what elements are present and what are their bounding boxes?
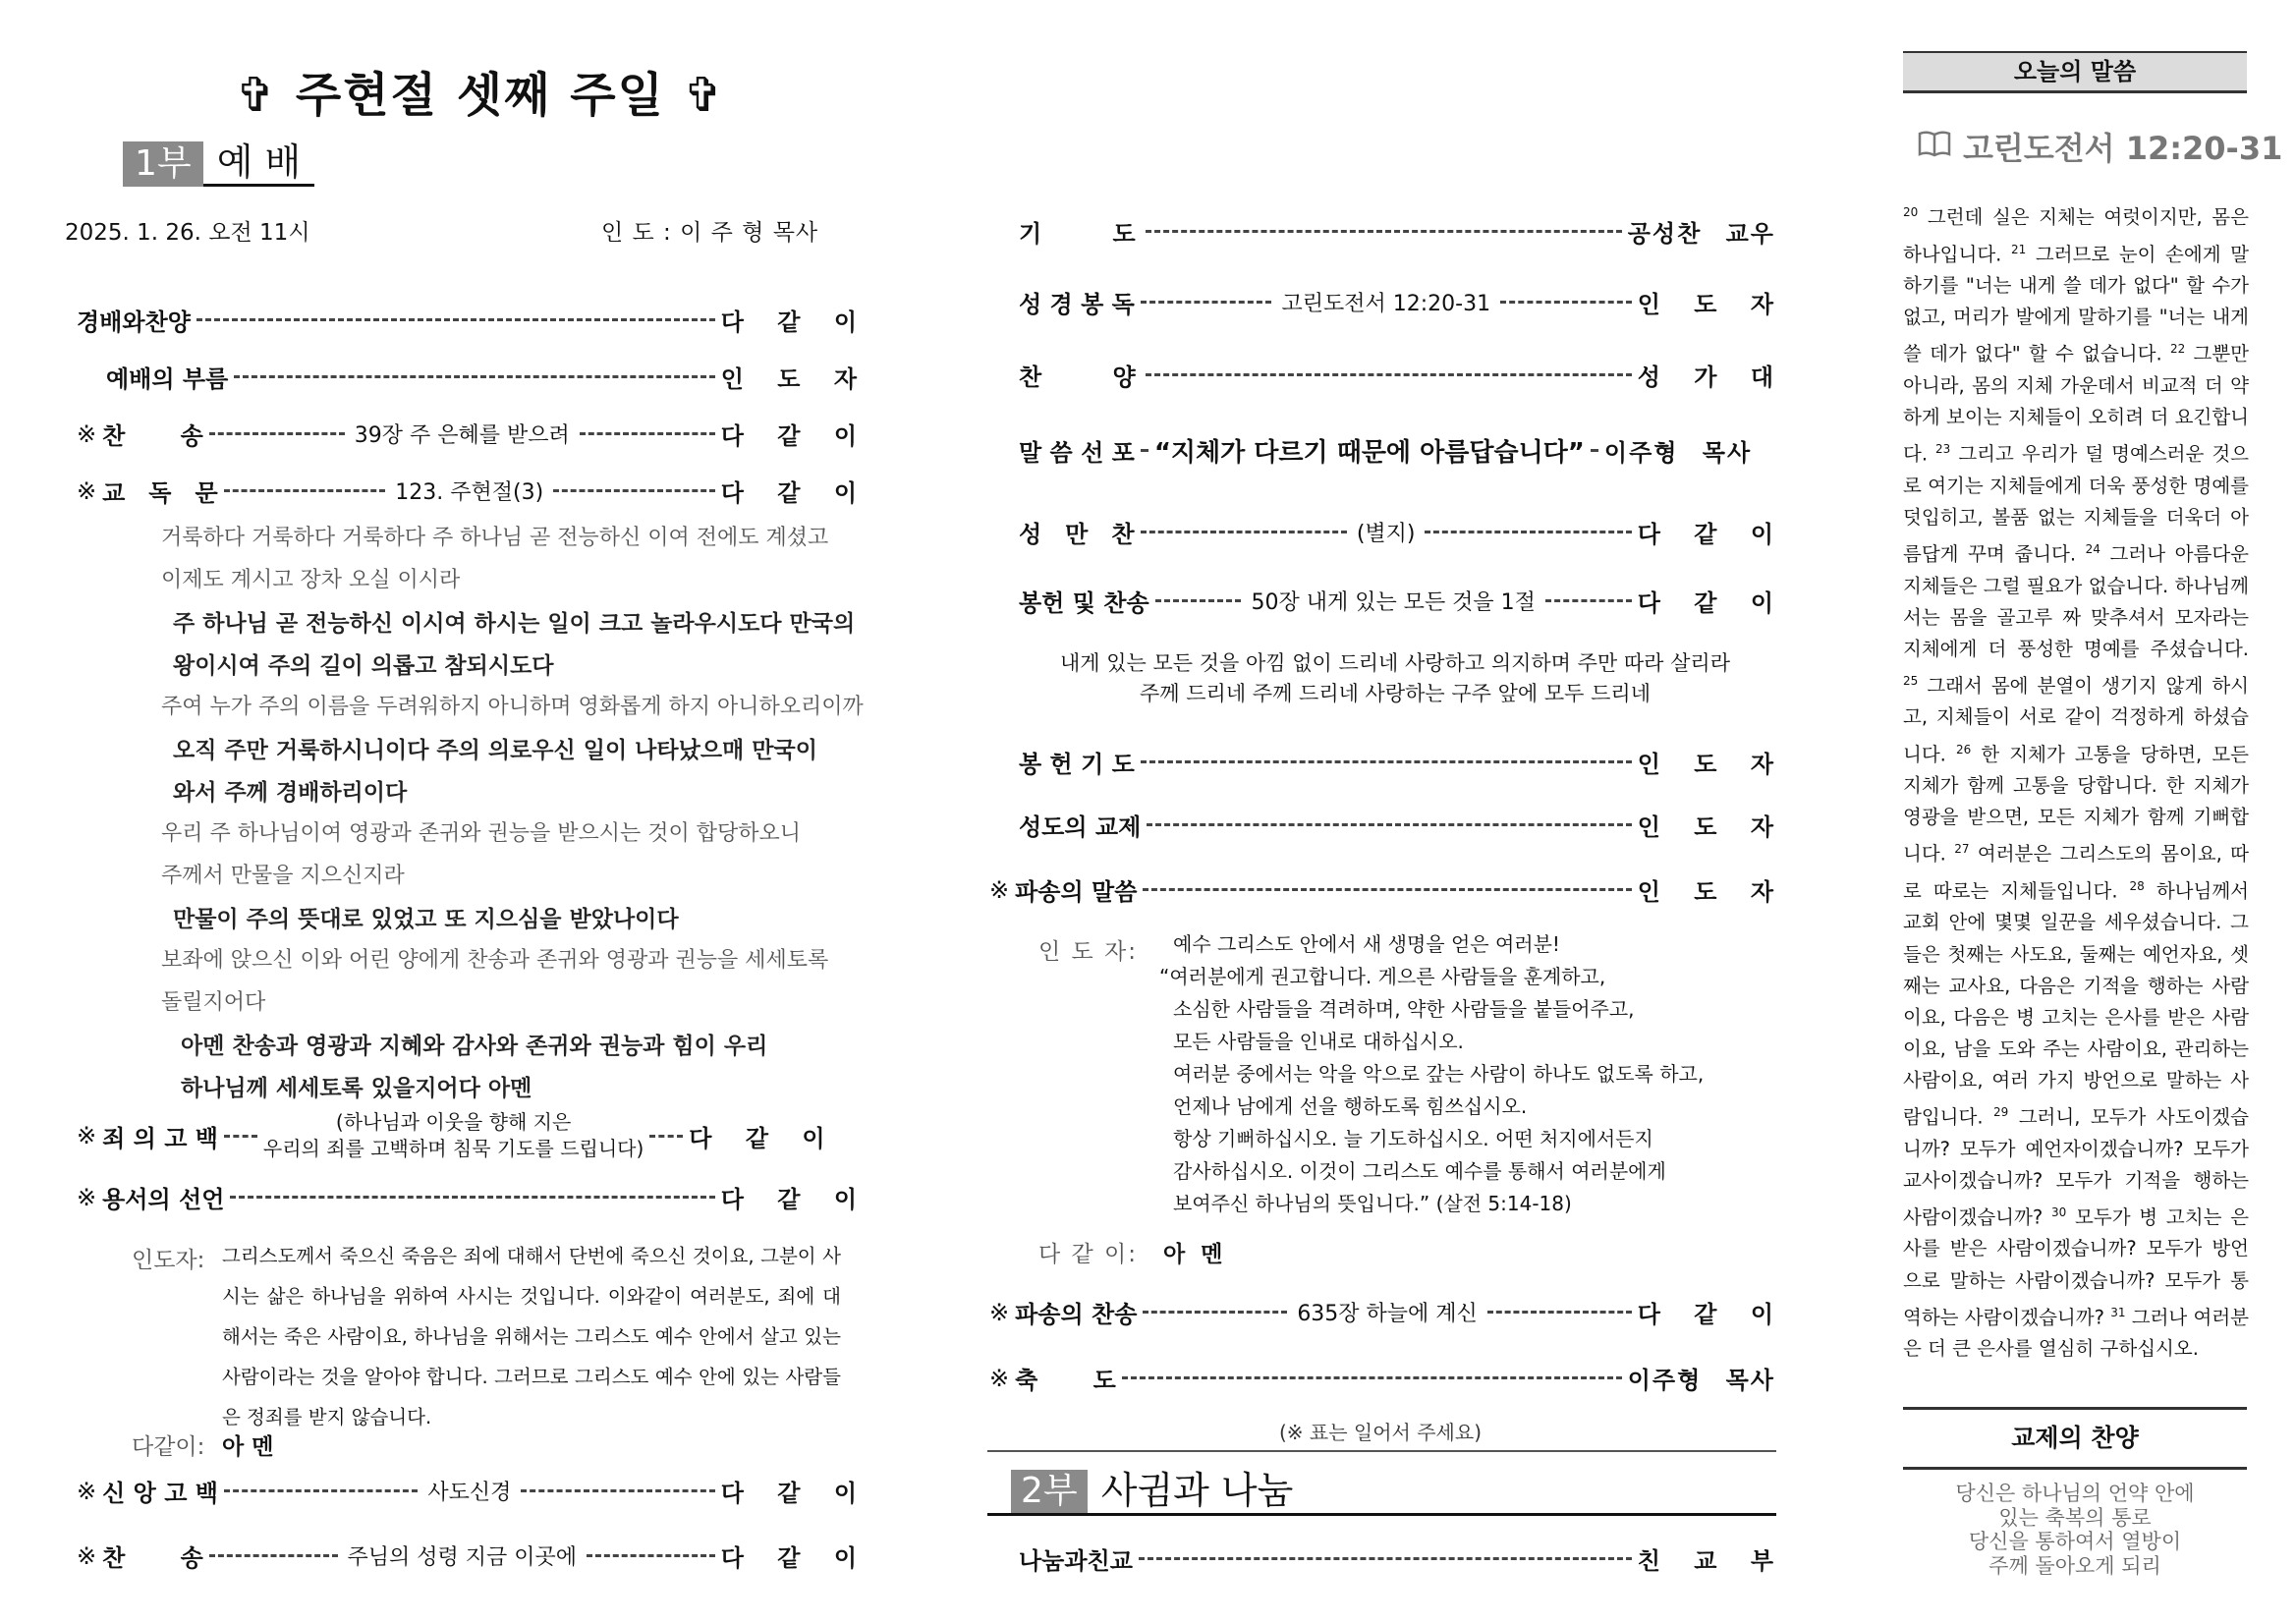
order-label: 경배와찬양 <box>77 308 191 336</box>
responsive-leader-line: 보좌에 앉으신 이와 어린 양에게 찬송과 존귀와 영광과 권능을 세세토록 <box>161 948 829 973</box>
order-performer: 다 같 이 <box>720 1544 859 1572</box>
order-row-sending-hymn <box>989 1295 1775 1329</box>
responsive-people-line: 와서 주께 경배하리이다 <box>173 780 408 806</box>
responsive-people-line: 하나님께 세세토록 있을지어다 아멘 <box>181 1076 532 1101</box>
confession-note <box>263 1109 644 1162</box>
sending-line: “여러분에게 권고합니다. 게으른 사람들을 훈계하고, <box>1159 965 1606 988</box>
stand-mark: ※ <box>77 1541 97 1570</box>
order-detail: 50장 내게 있는 모든 것을 1절 <box>1251 590 1536 615</box>
responsive-leader-line: 주께서 만물을 지으신지라 <box>161 864 405 888</box>
responsive-people-line: 주 하나님 곧 전능하신 이시여 하시는 일이 크고 놀라우시도다 만국의 <box>173 611 856 637</box>
dash-leader <box>1591 449 1598 452</box>
dash-leader <box>1141 449 1148 452</box>
sending-line: 여러분 중에서는 악을 악으로 갚는 사람이 하나도 없도록 하고, <box>1173 1062 1705 1086</box>
word-header-text: 오늘의 말씀 <box>2013 58 2137 85</box>
dash-leader <box>1143 888 1631 891</box>
page-title: ✞ 주현절 셋째 주일 ✞ <box>236 68 725 123</box>
verse-text: 그런데 실은 지체는 여럿이지만, 몸은 하나입니다. <box>1903 205 2249 266</box>
order-performer: 다 같 이 <box>1637 521 1775 548</box>
order-row-sending <box>989 872 1775 907</box>
order-performer: 공성찬 교우 <box>1627 220 1775 248</box>
order-label: 찬 송 <box>102 1544 203 1572</box>
dash-leader <box>209 1554 338 1557</box>
dash-leader <box>1155 599 1242 602</box>
order-row-hymn2 <box>77 1539 859 1573</box>
verse-text: 그뿐만 아니라, 몸의 지체 가운데서 비교적 더 약하게 보이는 지체들이 오히려 더 요긴합니다. <box>1903 342 2249 466</box>
dash-leader <box>224 1135 257 1138</box>
fellowship-lyrics <box>1903 1482 2247 1578</box>
verse-number: 25 <box>1903 673 1919 688</box>
order-performer: 인 도 자 <box>1637 291 1776 318</box>
stand-mark: ※ <box>77 420 97 448</box>
verse-text: 그러니, 모두가 사도이겠습니까? 모두가 예언자이겠습니까? 모두가 교사이겠습니까? 모두가 기적을 행하는 사람이겠습니까? <box>1903 1105 2249 1229</box>
fellowship-lyrics-line: 당신을 통하여서 열방이 <box>1968 1530 2182 1553</box>
order-label: 파송의 말씀 <box>1015 878 1138 906</box>
order-performer: 인 도 자 <box>1637 878 1775 906</box>
sending-line: 항상 기뻐하십시오. 늘 기도하십시오. 어떤 처지에서든지 <box>1173 1127 1653 1150</box>
service-leader: 인 도 : 이 주 형 목사 <box>601 220 819 246</box>
part1-badge: 1부 <box>123 141 203 187</box>
responsive-leader-line: 주여 누가 주의 이름을 두려워하지 아니하며 영화롭게 하지 아니하오리이까 <box>161 695 864 719</box>
dash-leader <box>587 1554 715 1557</box>
dash-leader <box>649 1135 683 1138</box>
order-row-call <box>106 360 859 394</box>
dash-leader <box>196 318 715 321</box>
responsive-leader-line: 거룩하다 거룩하다 거룩하다 주 하나님 곧 전능하신 이여 전에도 계셨고 <box>161 526 829 550</box>
order-label: 죄 의 고 백 <box>102 1124 218 1152</box>
order-performer: 이주형 목사 <box>1627 1367 1775 1394</box>
order-performer: 다 같 이 <box>720 308 859 336</box>
verse-text: 그리고 우리가 덜 명예스러운 것으로 여기는 지체들에게 더욱 풍성한 명예를 덧입히고, 볼품 없는 지체들을 더욱더 아름답게 꾸며 줍니다. <box>1903 442 2250 566</box>
scripture-text <box>1903 196 2249 1365</box>
order-label: 성도의 교제 <box>1019 813 1142 841</box>
dash-leader <box>1487 1311 1632 1314</box>
order-row-pardon <box>77 1180 859 1214</box>
order-performer: 성 가 대 <box>1637 364 1775 391</box>
verse-number: 21 <box>2010 242 2027 256</box>
dash-leader <box>1141 531 1347 533</box>
verse-number: 20 <box>1903 205 1919 219</box>
dash-leader <box>580 432 715 435</box>
verse-text: 그러므로 눈이 손에게 말하기를 "너는 내게 쓸 데가 없다" 할 수가 없고, 머리가 발에게 말하기를 "너는 내게 쓸 데가 없다" 할 수 없습니다. <box>1903 243 2249 365</box>
sending-line: 보여주신 하나님의 뜻입니다.” (살전 5:14-18) <box>1173 1192 1572 1215</box>
order-detail: 고린도전서 12:20-31 <box>1281 292 1491 316</box>
scripture-ref-text: 고린도전서 12:20-31 <box>1963 130 2283 167</box>
order-row-creed <box>77 1474 859 1508</box>
sermon-title: “지체가 다르기 때문에 아름답습니다” <box>1153 438 1585 468</box>
verse-number: 22 <box>2169 342 2186 357</box>
order-performer: 다 같 이 <box>1637 589 1776 617</box>
order-performer: 다 같 이 <box>720 1186 859 1213</box>
fellowship-header <box>1903 1407 2247 1470</box>
sending-all-label: 다 같 이: <box>1038 1242 1139 1267</box>
part1-heading <box>123 140 314 187</box>
fellowship-lyrics-line: 주께 돌아오게 되리 <box>1988 1553 2161 1578</box>
responsive-leader-line: 이제도 계시고 장차 오실 이시라 <box>161 568 461 592</box>
service-date: 2025. 1. 26. 오전 11시 <box>65 220 310 246</box>
verse-number: 23 <box>1935 442 1951 457</box>
order-row-confession <box>77 1106 859 1165</box>
stand-mark: ※ <box>77 476 97 505</box>
responsive-leader-line: 돌릴지어다 <box>161 990 266 1015</box>
part2-title: 사귐과 나눔 <box>1100 1469 1294 1512</box>
word-header <box>1903 51 2247 93</box>
order-label: 기 도 <box>1019 220 1140 248</box>
order-row-scripture <box>1019 285 1775 319</box>
order-row-anthem <box>1019 358 1775 392</box>
order-label: 예배의 부름 <box>106 365 229 393</box>
order-performer: 이주형 목사 <box>1603 439 1753 467</box>
dash-leader <box>230 1196 714 1199</box>
sending-line: 언제나 남에게 선을 행하도록 힘쓰십시오. <box>1173 1094 1528 1118</box>
pardon-all-label: 다같이: <box>132 1434 205 1460</box>
verse-text: 여러분은 그리스도의 몸이요, 따로 따로는 지체들입니다. <box>1903 842 2250 903</box>
order-row-praise <box>77 303 859 337</box>
dash-leader <box>224 1489 418 1492</box>
dash-leader <box>1141 301 1272 304</box>
order-row-sharing <box>1019 1541 1775 1576</box>
stand-mark: ※ <box>989 1364 1010 1392</box>
verse-text: 모두가 병 고치는 은사를 받은 사람이겠습니까? 모두가 방언으로 말하는 사람이겠습니까? 모두가 통역하는 사람이겠습니까? <box>1903 1205 2250 1329</box>
order-row-prayer <box>1019 214 1775 249</box>
confession-note-line1: (하나님과 이웃을 향해 지은 <box>335 1110 572 1134</box>
sending-text <box>1159 928 1704 1220</box>
dash-leader <box>234 375 714 378</box>
sending-line: 소심한 사람들을 격려하며, 약한 사람들을 붙들어주고, <box>1173 997 1635 1021</box>
sending-line: 예수 그리스도 안에서 새 생명을 얻은 여러분! <box>1173 932 1560 956</box>
order-label: 찬 송 <box>102 422 203 450</box>
dash-leader <box>1425 531 1631 533</box>
order-label: 성 경 봉 독 <box>1019 291 1135 318</box>
verse-number: 30 <box>2050 1204 2067 1219</box>
stand-mark: ※ <box>989 875 1010 904</box>
stand-mark: ※ <box>77 1183 97 1211</box>
dash-leader <box>1500 301 1632 304</box>
order-label: 찬 양 <box>1019 364 1140 391</box>
confession-note-line2: 우리의 죄를 고백하며 침묵 기도를 드립니다) <box>262 1137 644 1160</box>
order-detail: 주님의 성령 지금 이곳에 <box>347 1545 578 1570</box>
dash-leader <box>1143 1311 1287 1314</box>
order-detail: 123. 주현절(3) <box>395 480 544 505</box>
part2-heading <box>987 1468 1776 1516</box>
order-label: 나눔과친교 <box>1019 1547 1133 1575</box>
order-label: 축 도 <box>1015 1367 1116 1394</box>
order-label: 말 씀 선 포 <box>1019 439 1135 467</box>
divider <box>987 1450 1776 1452</box>
verse-number: 28 <box>2129 878 2145 893</box>
dash-leader <box>1122 1376 1622 1379</box>
sending-all-text: 아 멘 <box>1163 1242 1227 1267</box>
order-performer: 인 도 자 <box>1637 751 1775 778</box>
dash-leader <box>1139 1557 1632 1560</box>
order-detail: (별지) <box>1356 522 1416 546</box>
verse-number: 24 <box>2085 541 2100 556</box>
fellowship-lyrics-line: 당신은 하나님의 언약 안에 <box>1955 1482 2195 1505</box>
offering-lyrics <box>987 648 1803 709</box>
order-label: 용서의 선언 <box>102 1186 225 1213</box>
dash-leader <box>1146 373 1632 376</box>
order-performer: 인 도 자 <box>1637 813 1775 841</box>
verse-text: 그러나 아름다운 지체들은 그럴 필요가 없습니다. 하나님께서는 몸을 골고루 짜 맞추셔서 모자라는 지체에게 더 풍성한 명예를 주셨습니다. <box>1903 542 2249 660</box>
order-performer: 인 도 자 <box>720 365 859 393</box>
order-row-hymn1 <box>77 417 859 451</box>
sending-line: 모든 사람들을 인내로 대하십시오. <box>1173 1030 1464 1053</box>
order-performer: 다 같 이 <box>689 1124 827 1152</box>
dash-leader <box>224 489 386 492</box>
part1-title: 예 배 <box>203 140 315 187</box>
verse-number: 31 <box>2110 1305 2126 1319</box>
order-row-responsive <box>77 474 859 508</box>
responsive-people-line: 왕이시여 주의 길이 의롭고 참되시도다 <box>173 653 554 679</box>
order-performer: 다 같 이 <box>1637 1301 1775 1328</box>
dash-leader <box>1146 230 1622 233</box>
verse-number: 27 <box>1954 842 1970 857</box>
verse-text: 그래서 몸에 분열이 생기지 않게 하시고, 지체들이 서로 같이 걱정하게 하셨습니다. <box>1903 674 2249 765</box>
order-performer: 다 같 이 <box>720 479 859 507</box>
dash-leader <box>1545 599 1632 602</box>
fellowship-header-text: 교제의 찬양 <box>2011 1424 2139 1452</box>
order-label: 교 독 문 <box>102 479 218 507</box>
dash-leader <box>1147 823 1631 826</box>
order-label: 신 앙 고 백 <box>102 1480 218 1507</box>
responsive-people-line: 아멘 찬송과 영광과 지혜와 감사와 존귀와 권능과 힘이 우리 <box>181 1034 768 1059</box>
responsive-leader-line: 우리 주 하나님이여 영광과 존귀와 권능을 받으시는 것이 합당하오니 <box>161 821 802 846</box>
order-label: 봉헌 및 찬송 <box>1019 589 1149 617</box>
order-row-sermon <box>1019 432 1775 469</box>
fellowship-lyrics-line: 있는 축복의 통로 <box>1998 1505 2152 1530</box>
offering-lyrics-line: 내게 있는 모든 것을 아낌 없이 드리네 사랑하고 의지하며 주만 따라 살리라 <box>1059 651 1730 675</box>
stand-mark: ※ <box>77 1477 97 1505</box>
order-row-fellowship <box>1019 808 1775 842</box>
part2-badge: 2부 <box>1011 1470 1088 1513</box>
verse-text: 하나님께서 교회 안에 몇몇 일꾼을 세우셨습니다. 그들은 첫째는 사도요, 둘째는 예언자요, 셋째는 교사요, 다음은 기적을 행하는 사람이요, 다음은 병 고치는 은사를 받은 사람이요, 남을 도와 주는 사람이요, 관리하는 사람이요, 여러 가지 방언으로 말하는 사람입니다. <box>1903 879 2250 1129</box>
order-performer: 다 같 이 <box>720 1480 860 1507</box>
verse-number: 26 <box>1955 742 1972 756</box>
offering-lyrics-line: 주께 드리네 주께 드리네 사랑하는 구주 앞에 모두 드리네 <box>1140 682 1651 705</box>
dash-leader <box>1141 760 1632 763</box>
order-detail: 39장 주 은혜를 받으려 <box>354 423 570 448</box>
stand-mark: ※ <box>77 1122 97 1149</box>
pardon-leader-label: 인도자: <box>132 1248 205 1273</box>
order-label: 봉 헌 기 도 <box>1019 751 1135 778</box>
verse-text: 한 지체가 고통을 당하면, 모든 지체가 함께 고통을 당합니다. 한 지체가 영광을 받으면, 모든 지체가 함께 기뻐합니다. <box>1903 743 2250 866</box>
sending-line: 감사하십시오. 이것이 그리스도 예수를 통해서 여러분에게 <box>1173 1159 1666 1183</box>
order-detail: 635장 하늘에 계신 <box>1297 1302 1478 1326</box>
order-row-offering-prayer <box>1019 745 1775 779</box>
order-row-benediction <box>989 1361 1775 1395</box>
order-label: 성 만 찬 <box>1019 521 1135 548</box>
scripture-ref <box>1918 124 2282 169</box>
order-row-offering <box>1019 584 1775 618</box>
dash-leader <box>521 1489 714 1492</box>
responsive-people-line: 오직 주만 거룩하시니이다 주의 의로우신 일이 나타났으매 만국이 <box>173 738 817 763</box>
order-performer: 친 교 부 <box>1637 1547 1775 1575</box>
stand-note: (※ 표는 일어서 주세요) <box>1279 1421 1482 1444</box>
responsive-people-line: 만물이 주의 뜻대로 있었고 또 지으심을 받았나이다 <box>173 907 679 932</box>
verse-text: 그러나 여러분은 더 큰 은사를 열심히 구하십시오. <box>1903 1306 2250 1361</box>
verse-number: 29 <box>1992 1105 2009 1120</box>
dash-leader <box>209 432 345 435</box>
book-icon <box>1918 128 1951 165</box>
dash-leader <box>553 489 715 492</box>
order-row-communion <box>1019 515 1775 549</box>
order-label: 파송의 찬송 <box>1015 1301 1138 1328</box>
stand-mark: ※ <box>989 1298 1010 1326</box>
order-detail: 사도신경 <box>427 1481 512 1505</box>
pardon-all-text: 아 멘 <box>222 1434 274 1460</box>
order-performer: 다 같 이 <box>720 422 860 450</box>
pardon-leader-text: 그리스도께서 죽으신 죽음은 죄에 대해서 단번에 죽으신 것이요, 그분이 사시는 삶은 하나님을 위하여 사시는 것입니다. 이와같이 여러분도, 죄에 대해서는 죽은 사람이요, 하나님을 위해서는 그리스도 예수 안에서 살고 있는 사람이라는 것을 알아야 합니다. 그러므로 그리스도 예수 안에 있는 사람들은 정죄를 받지 않습니다. <box>222 1245 841 1428</box>
sending-leader-label: 인 도 자: <box>1038 939 1139 965</box>
